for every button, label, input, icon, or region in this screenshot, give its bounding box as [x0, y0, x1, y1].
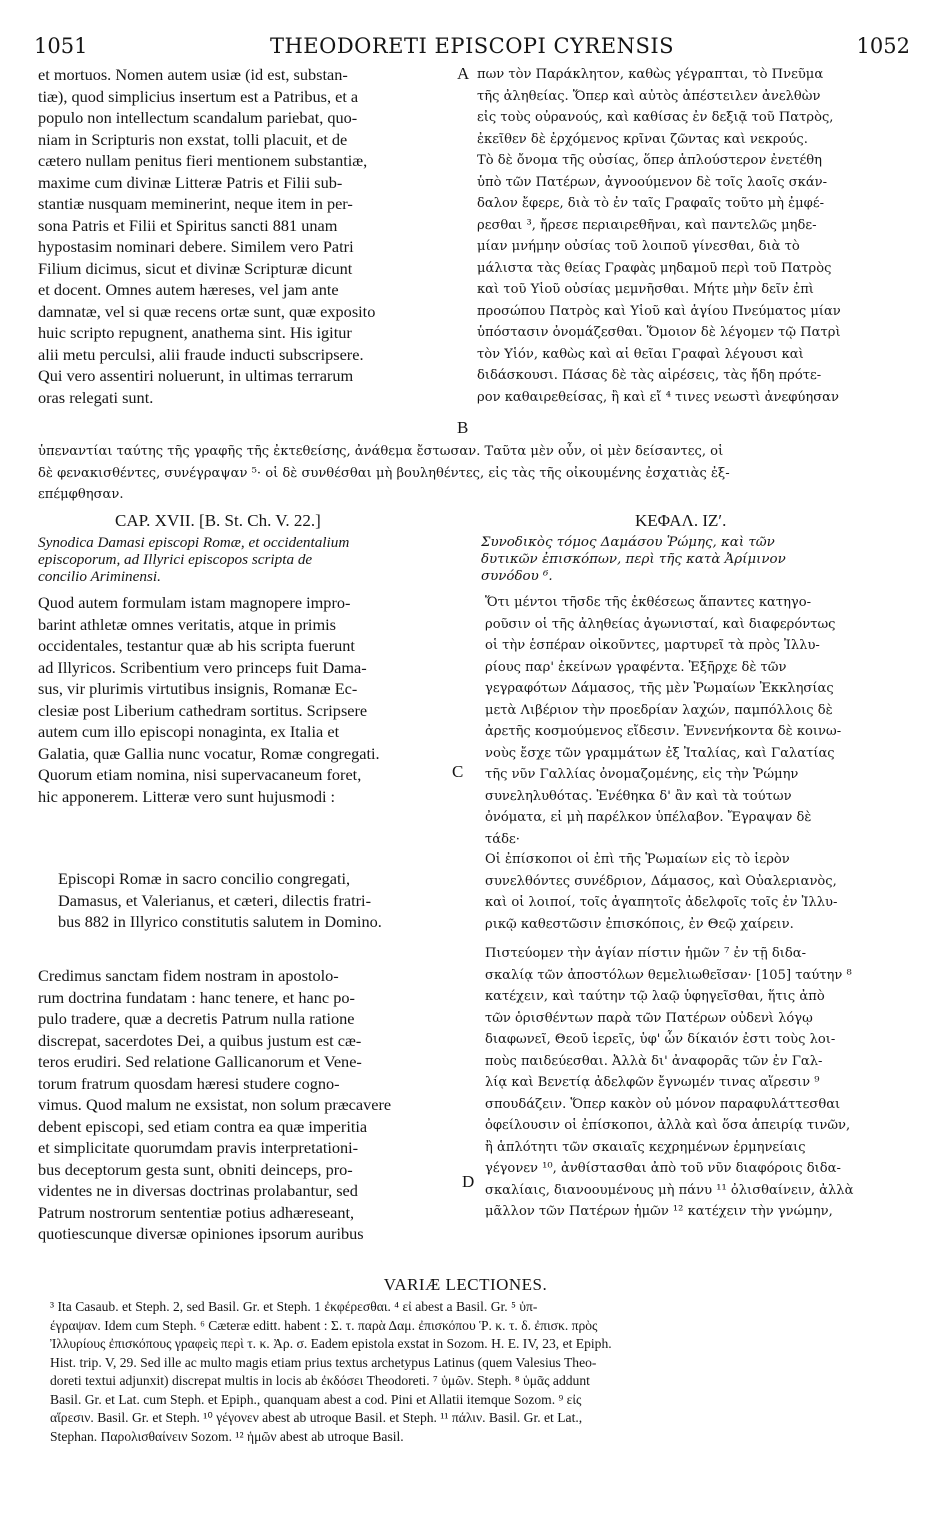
text-line: Patrum nostrorum sententiæ potius adhæreseant, — [38, 1202, 355, 1222]
page-number-right: 1052 — [856, 34, 910, 58]
text-line: occidentales, testantur quæ ab his scripta fuerunt — [38, 636, 355, 655]
text-line: quotiescunque diversæ opiniones ipsorum auribus — [38, 1224, 364, 1243]
chapter-text-latin — [38, 592, 458, 807]
text-line: ρικῷ καθεστῶσιν ἐπισκόποις, ἐν Θεῷ χαίρειν. — [485, 916, 794, 932]
text-line: bus deceptorum gesta sunt, obniti deinceps, pro- — [38, 1159, 353, 1179]
text-line: et simplicitate quorumdam pravis interpretationi- — [38, 1138, 359, 1157]
margin-letter-c: C — [452, 762, 464, 781]
text-line: λίᾳ καὶ Βενετίᾳ ἀδελφῶν ἔγνωμέν τινας αἵρεσιν ⁹ — [485, 1075, 820, 1090]
text-line: καὶ τοῦ Υἱοῦ οὐσίας μεμνῆσθαι. Μήτε μὴν δεῖν ἐπὶ — [477, 282, 814, 297]
text-line: autem cum illo episcopi nonaginta, ex Italia et — [38, 722, 340, 741]
text-line: Galatia, quæ Gallia nunc vocatur, Romæ congregati. — [38, 743, 380, 763]
text-line: συνεληλυθότας. Ἐνέθηκα δ' ἂν καὶ τὰ τούτων — [485, 788, 792, 804]
top-latin-column — [38, 64, 458, 408]
text-line: ὑπεναντίαι ταύτης τῆς γραφῆς τῆς ἐκτεθείσης, ἀνάθεμα ἔστωσαν. Ταῦτα μὲν οὖν, οἱ μὲν δείσαντες, οἱ — [38, 444, 724, 459]
text-line: cætero nullam penitus fieri mentionem substantiæ, — [38, 151, 368, 170]
text-line: εἰς τοὺς οὐρανούς, καὶ καθίσας ἐν δεξιᾷ τοῦ Πατρὸς, — [477, 110, 834, 125]
text-line: ὀνόματα, εἰ μὴ παρέλκον ὑπέλαβον. Ἔγραψαν δὲ — [485, 810, 812, 825]
full-width-lines — [38, 441, 898, 506]
text-line: ὑπόστασιν ὀνομάζεσθαι. Ὅμοιον δὲ λέγομεν τῷ Πατρὶ — [477, 325, 841, 340]
text-line: Συνοδικὸς τόμος Δαμάσου Ῥώμης, καὶ τῶν — [481, 535, 775, 550]
text-line: ἐκεῖθεν δὲ ἐρχόμενος κρῖναι ζῶντας καὶ νεκρούς. — [477, 131, 808, 147]
text-line: δυτικῶν ἐπισκόπων, περὶ τῆς κατὰ Ἀρίμινον — [481, 552, 786, 567]
text-line: rum doctrina fundatam : hanc tenere, et hanc po- — [38, 987, 355, 1007]
text-line: discrepat, sacerdotes Dei, a quibus justum est cæ- — [38, 1030, 362, 1050]
text-line: Ὅτι μέντοι τῆσδε τῆς ἐκθέσεως ἅπαντες κατηγο- — [485, 595, 812, 610]
margin-letter-d: D — [462, 1172, 475, 1191]
text-line: maxime cum divinæ Litteræ Patris et Filii sub- — [38, 172, 343, 192]
text-line: καὶ οἱ λοιποί, τοῖς ἀγαπητοῖς ἀδελφοῖς τοῖς ἐν Ἰλλυ- — [485, 895, 838, 910]
text-line: teros erudiri. Sed relatione Gallicanorum et Vene- — [38, 1052, 362, 1071]
text-line: Οἱ ἐπίσκοποι οἱ ἐπὶ τῆς Ῥωμαίων εἰς τὸ ἱερὸν — [485, 852, 790, 867]
text-line: ad Illyricos. Scribentium vero princeps fuit Dama- — [38, 657, 367, 677]
text-line: Ἰλλυρίους ἐπισκόπους γραφεὶς περὶ τ. κ. Ἀρ. σ. Eadem epistola exstat in Sozom. H. E. IV, 23, et Epiph. — [50, 1336, 612, 1351]
text-line: huic scripto repugnent, anathema sint. His igitur — [38, 323, 352, 342]
variae-lectiones — [50, 1298, 895, 1446]
variae-heading: VARIÆ LECTIONES. — [383, 1275, 548, 1294]
text-line: σκαλίᾳ τῶν ἀποστόλων θεμελιωθεῖσαν· [105] ταύτην ⁸ — [485, 967, 852, 983]
text-line: οἱ τὴν ἑσπέραν οἰκοῦντες, μαρτυρεῖ τὰ πρὸς Ἰλλυ- — [485, 638, 820, 653]
text-line: ρον καθαιρεθείσας, ἢ καὶ εἴ ⁴ τινες νεωστὶ ἀνεφύησαν — [477, 389, 839, 405]
text-line: Credimus sanctam fidem nostram in apostolo- — [38, 966, 339, 985]
text-line: bus 882 in Illyrico constitutis salutem in Domino. — [58, 912, 382, 931]
text-line: sus, vir plurimis virtutibus insignis, Romanæ Ec- — [38, 679, 358, 698]
text-line: έγραψαν. Idem cum Steph. ⁶ Cæteræ editt. habent : Σ. τ. παρὰ Δαμ. ἐπισκόπου Ῥ. κ. τ. δ. ἐπισκ. πρὸς — [50, 1317, 598, 1333]
text-line: sona Patris et Filii et Spiritus sancti 881 unam — [38, 215, 338, 235]
text-line: διαφωνεῖ, Θεοῦ ἱερεῖς, ὑφ' ὧν δίκαιόν ἐστι τοὺς λοι- — [485, 1032, 836, 1047]
text-line: δὲ φενακισθέντες, συνέγραψαν ⁵· οἱ δὲ συνθέσθαι μὴ βουληθέντες, εἰς τὰς τῆς οἰκουμένης ἐσχατιὰς ἐξ- — [38, 465, 730, 481]
text-line: μίαν μνήμην οὐσίας τοῦ λοιποῦ γίνεσθαι, διὰ τὸ — [477, 239, 800, 254]
text-line: Τὸ δὲ ὄνομα τῆς οὐσίας, ὅπερ ἁπλούστερον ἐνετέθη — [477, 153, 823, 168]
text-line: concilio Ariminensi. — [38, 568, 161, 585]
text-line: damnatæ, vel si quæ recens ortæ sunt, quæ exposito — [38, 301, 376, 321]
text-line: προσώπου Πατρὸς καὶ Υἱοῦ καὶ ἁγίου Πνεύματος μίαν — [477, 303, 841, 319]
text-line: stantiæ nusquam meminerint, neque item in per- — [38, 194, 353, 213]
text-line: σκαλίαις, διανοουμένους μὴ πάνυ ¹¹ ὀλισθαίνειν, ἀλλὰ — [485, 1182, 854, 1198]
text-line: συνελθόντες συνέδριον, Δάμασος, καὶ Οὐαλεριανὸς, — [485, 873, 837, 889]
text-line: torum fratrum quosdam hæresi studere cogno- — [38, 1073, 340, 1093]
text-line: συνόδου ⁶. — [481, 569, 553, 584]
text-line: δαλον ἔφερε, διὰ τὸ ἐν ταῖς Γραφαῖς τοῦτο μὴ ἐμφέ- — [477, 196, 825, 211]
text-line: μᾶλλον τῶν Πατέρων ἡμῶν ¹² κατέχειν τὴν γνώμην, — [485, 1204, 833, 1219]
text-line: ποὺς παιδεύεσθαι. Ἀλλὰ δι' ἀναφορᾶς τῶν ἐν Γαλ- — [485, 1053, 823, 1069]
text-line: ὀφείλουσιν οἱ ἐπίσκοποι, ἀλλὰ καὶ ὅσα ἀπειρίᾳ τινῶν, — [485, 1118, 851, 1133]
text-line: ροῦσιν οἱ τῆς ἀληθείας ἀγωνισταί, καὶ διαφερόντως — [485, 616, 836, 632]
text-line: Filium dicimus, sicut et divinæ Scripturæ dicunt — [38, 258, 353, 278]
text-line: επέμφθησαν. — [38, 487, 124, 502]
text-line: niam in Scripturis non exstat, tolli placuit, et de — [38, 129, 348, 149]
text-line: tiæ), quod simplicius insertum est a Patribus, et a — [38, 86, 359, 106]
text-line: ρεσθαι ³, ἤρεσε περιαιρεθῆναι, καὶ παντελῶς μηδε- — [477, 217, 817, 233]
text-line: hic apponerem. Litteræ vero sunt hujusmodi : — [38, 786, 336, 806]
margin-letter-b: B — [457, 418, 469, 437]
greeting-greek — [485, 849, 900, 935]
text-line: νοὺς ἔσχε τῶν γραμμάτων ἐξ Ἰταλίας, καὶ Γαλατίας — [485, 745, 835, 761]
text-line: σπουδάζειν. Ὅπερ κακὸν οὐ μόνον παραφυλάττεσθαι — [485, 1096, 841, 1112]
text-line: pulo tradere, quæ a decretis Patrum nulla ratione — [38, 1009, 355, 1028]
top-greek-column — [477, 64, 897, 408]
synopsis-greek — [481, 534, 901, 585]
text-line: et docent. Omnes autem hæreses, vel jam ante — [38, 280, 339, 299]
text-line: Stephan. Παρολισθαίνειν Sozom. ¹² ἡμῶν abest ab utroque Basil. — [50, 1428, 404, 1444]
text-line: barint athletæ omnes veritatis, atque in primis — [38, 614, 336, 634]
text-line: Episcopi Romæ in sacro concilio congregati, — [58, 869, 351, 888]
chapter-heading-greek: ΚΕΦΑΛ. ΙΖʹ. — [635, 511, 727, 530]
chapter-text-greek — [485, 592, 900, 850]
text-line: et mortuos. Nomen autem usiæ (id est, substan- — [38, 65, 348, 84]
text-line: hypostasim nominari debere. Similem vero Patri — [38, 237, 354, 256]
text-line: μάλιστα τὰς θείας Γραφὰς μηδαμοῦ περὶ τοῦ Πατρὸς — [477, 260, 832, 276]
text-line: Hist. trip. V, 29. Sed ille ac multo magis etiam prius textus archetypus Latinus (quem Valesius Theo- — [50, 1354, 597, 1370]
text-line: γεγραφότων Δάμασος, τῆς μὲν Ῥωμαίων Ἐκκλησίας — [485, 681, 834, 696]
text-line: διδάσκουσι. Πάσας δὲ τὰς αἱρέσεις, τὰς ἤδη πρότε- — [477, 368, 822, 383]
text-line: Quod autem formulam istam magnopere impro- — [38, 593, 351, 612]
text-line: ἀρετῆς κοσμούμενος εἴδεσιν. Ἐννενήκοντα δὲ κοινω- — [485, 724, 842, 739]
text-line: Synodica Damasi episcopi Romæ, et occidentalium — [38, 534, 350, 551]
text-line: populo non intellectum scandalum pariebat, quo- — [38, 108, 358, 127]
page-header — [34, 34, 910, 62]
text-line: μετὰ Λιβέριον τὴν προεδρίαν λαχών, παμπόλλοις δὲ — [485, 702, 833, 718]
text-line: τῆς ἀληθείας. Ὅπερ καὶ αὐτὸς ἀπέστειλεν ἀνελθὼν — [477, 88, 821, 104]
text-line: ὑπὸ τῶν Πατέρων, ἀγνοούμενον δὲ τοῖς λαοῖς σκάν- — [477, 174, 828, 190]
greeting-latin — [58, 868, 458, 933]
synopsis-latin — [38, 534, 458, 585]
text-line: Quorum etiam nomina, nisi supervacaneum foret, — [38, 765, 362, 784]
text-line: Πιστεύομεν τὴν ἁγίαν πίστιν ἡμῶν ⁷ ἐν τῇ διδα- — [485, 946, 807, 961]
text-line: κατέχειν, καὶ ταύτην τῷ λαῷ ὑφηγεῖσθαι, ἥτις ἀπὸ — [485, 989, 825, 1004]
text-line: ρίους παρ' ἐκείνων γραφέντα. Ἐξῆρχε δὲ τῶν — [485, 659, 787, 675]
text-line: ἢ ἁπλότητι τῶν σκαιαῖς κεχρημένων ἑρμηνείαις — [485, 1139, 806, 1155]
running-title: THEODORETI EPISCOPI CYRENSIS — [269, 34, 675, 58]
body-text-latin — [38, 965, 458, 1245]
text-line: τὸν Υἱόν, καθὼς καὶ αἱ θεῖαι Γραφαὶ λέγουσι καὶ — [477, 346, 804, 362]
text-line: τῆς νῦν Γαλλίας ὀνομαζομένης, εἰς τὴν Ῥώμην — [485, 767, 799, 782]
chapter-heading-latin: CAP. XVII. [B. St. Ch. V. 22.] — [115, 511, 321, 530]
text-line: doreti textui adjunxit) discrepat multis in locis ab ἐκδόσει Theodoreti. ⁷ ὑμῶν. Steph. ⁸ ὑμᾶς addunt — [50, 1373, 590, 1388]
text-line: πων τὸν Παράκλητον, καθὼς γέγραπται, τὸ Πνεῦμα — [477, 67, 824, 82]
text-line: αἵρεσιν. Basil. Gr. et Steph. ¹⁰ γέγονεν abest ab utroque Basil. et Steph. ¹¹ πάλιν. Basil. Gr. et Lat., — [50, 1410, 583, 1425]
text-line: τῶν ὁρισθέντων παρὰ τῶν Πατέρων οὐδενὶ λόγῳ — [485, 1010, 813, 1026]
body-text-greek — [485, 943, 900, 1223]
text-line: ³ Ita Casaub. et Steph. 2, sed Basil. Gr. et Steph. 1 ἐκφέρεσθαι. ⁴ εἰ abest a Basil. Gr. ⁵ ὑπ- — [50, 1299, 538, 1314]
text-line: γέγονεν ¹⁰, ἀνθίστασθαι ἀπὸ τοῦ νῦν διαφόροις διδα- — [485, 1161, 841, 1176]
text-line: Damasus, et Valerianus, et cæteri, dilectis fratri- — [58, 890, 372, 910]
margin-letter-a: A — [457, 64, 470, 83]
text-line: episcoporum, ad Illyrici episcopos scripta de — [38, 551, 313, 568]
text-line: Qui vero assentiri noluerunt, in ultimas terrarum — [38, 366, 354, 385]
text-line: Basil. Gr. et Lat. cum Steph. et Epiph., quanquam abest a cod. Pini et Allatii itemque Sozom. ⁹ εἰς — [50, 1391, 582, 1407]
text-line: clesiæ post Liberium cathedram sortitus. Scripsere — [38, 700, 368, 720]
text-line: alii metu perculsi, alii fraude inducti subscripsere. — [38, 344, 364, 364]
text-line: τάδε· — [485, 831, 520, 847]
text-line: oras relegati sunt. — [38, 387, 154, 407]
page-number-left: 1051 — [34, 34, 88, 58]
text-line: vimus. Quod malum ne exsistat, non solum præcavere — [38, 1095, 392, 1114]
text-line: debent episcopi, sed etiam contra ea quæ imperitia — [38, 1116, 368, 1136]
text-line: videntes ne in diversas doctrinas prolabantur, sed — [38, 1181, 358, 1200]
